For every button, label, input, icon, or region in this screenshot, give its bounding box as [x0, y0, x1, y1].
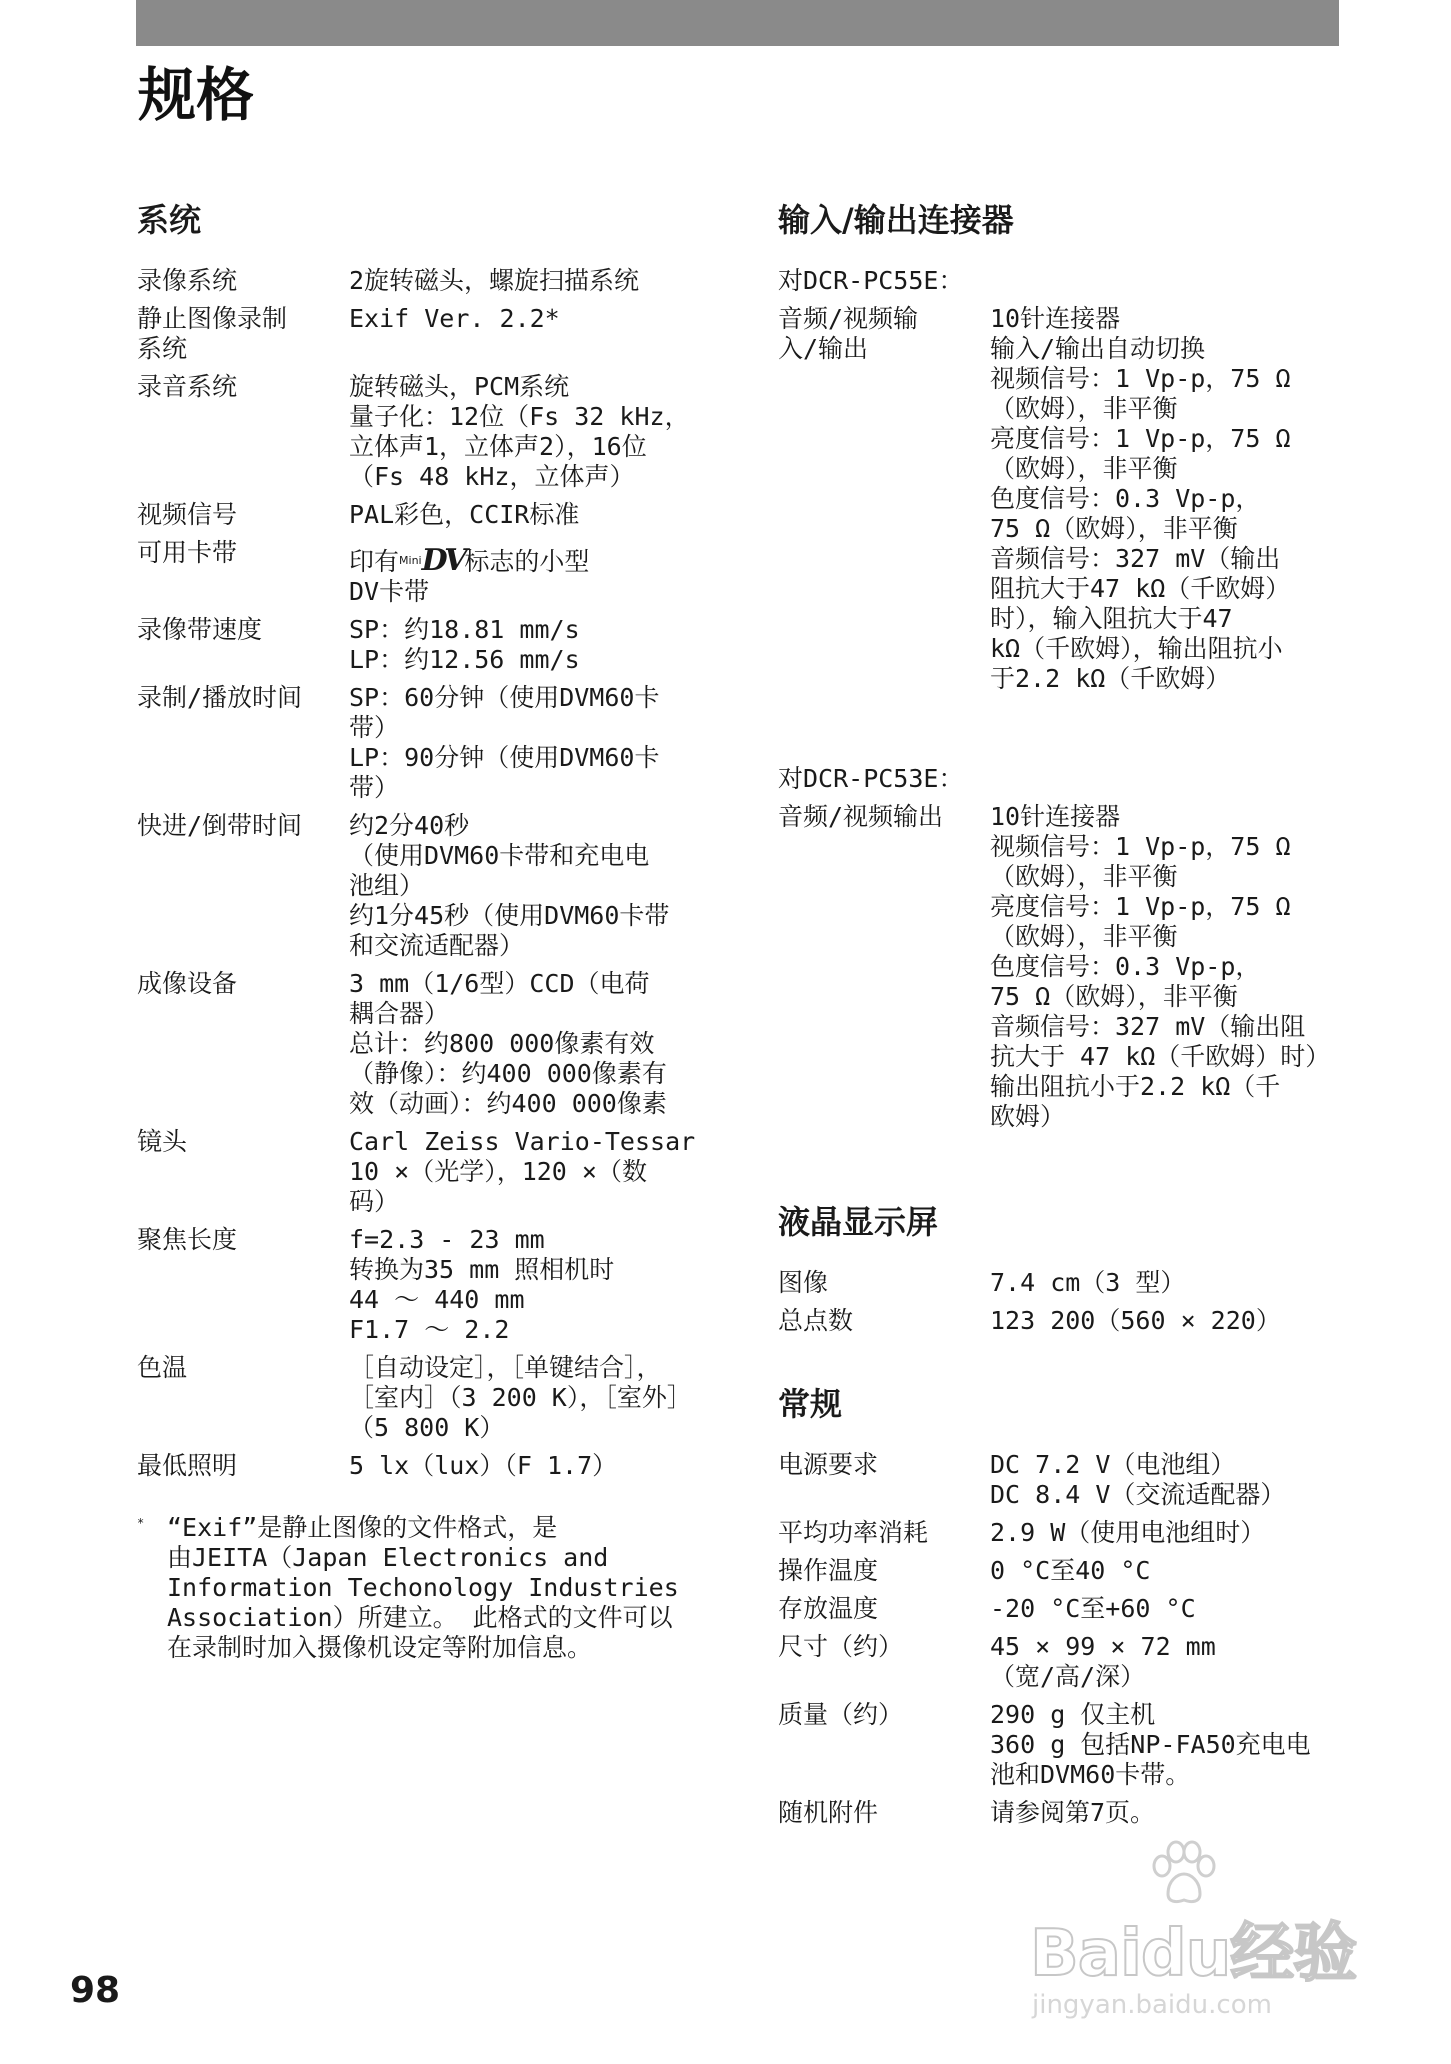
spec-value: SP：60分钟（使用DVM60卡 带） LP：90分钟（使用DVM60卡 带）: [349, 683, 660, 802]
spec-row: [778, 304, 1358, 694]
section-heading-lcd: 液晶显示屏: [778, 1203, 939, 1241]
spec-value: Carl Zeiss Vario-Tessar 10 ×（光学），120 ×（数 码）: [349, 1127, 696, 1216]
spec-value: 约2分40秒 （使用DVM60卡带和充电电 池组） 约1分45秒（使用DVM60卡带 和交流适配器）: [349, 811, 670, 960]
spec-value: 7.4 cm（3 型）: [990, 1268, 1186, 1297]
footnote-text: “Exif”是静止图像的文件格式，是 由JEITA（Japan Electronics and Information Techonology Industries Association）所建立。 此格式的文件可以 在录制时加入摄像机设定等附加信息。: [167, 1513, 679, 1662]
spec-value: 290 g 仅主机 360 g 包括NP-FA50充电电 池和DVM60卡带。: [990, 1700, 1311, 1789]
spec-label: 可用卡带: [137, 538, 238, 567]
spec-row: [137, 811, 717, 961]
spec-label: 色温: [137, 1353, 188, 1382]
spec-row: [137, 266, 717, 296]
spec-value: Exif Ver. 2.2*: [349, 304, 560, 333]
page-title: 规格: [138, 61, 255, 129]
spec-row: [778, 802, 1358, 1132]
spec-value: PAL彩色，CCIR标准: [349, 500, 580, 529]
spec-value: 旋转磁头，PCM系统 量子化：12位（Fs 32 kHz， 立体声1，立体声2），16位 （Fs 48 kHz，立体声）: [349, 372, 690, 491]
spec-label: 图像: [778, 1268, 829, 1297]
spec-row: [137, 538, 717, 607]
spec-label: 镜头: [137, 1127, 188, 1156]
spec-label: 静止图像录制 系统: [137, 304, 288, 363]
spacer: [778, 1140, 1358, 1202]
section-heading-io: 输入/输出连接器: [778, 201, 1014, 239]
spec-label: 音频/视频输 入/输出: [778, 304, 919, 363]
spec-label: 质量（约）: [778, 1700, 904, 1729]
spec-value: 请参阅第7页。: [990, 1798, 1156, 1827]
spec-label: 总点数: [778, 1306, 854, 1335]
spec-row: [137, 615, 717, 675]
spec-value: -20 °C至+60 °C: [990, 1594, 1196, 1623]
spacer: [778, 1344, 1358, 1384]
spec-value: 45 × 99 × 72 mm （宽/高/深）: [990, 1632, 1216, 1691]
watermark-url: jingyan.baidu.com: [1032, 1990, 1272, 2020]
spec-label: 录音系统: [137, 372, 238, 401]
footnote: [137, 1513, 717, 1663]
spec-row: [778, 1268, 1358, 1298]
spec-row: [137, 969, 717, 1119]
spec-value: 10针连接器 输入/输出自动切换 视频信号：1 Vp-p，75 Ω （欧姆），非平衡 亮度信号：1 Vp-p，75 Ω （欧姆），非平衡 色度信号：0.3 Vp-p， 75 Ω（欧姆），非平衡 音频信号：327 mV（输出 阻抗大于47 kΩ（千欧姆） 时），输入阻抗大于47 kΩ（千欧姆），输出阻抗小 于2.2 kΩ（千欧姆）: [990, 304, 1291, 693]
value-suffix: 标志的小型 DV卡带: [349, 547, 590, 606]
spec-label: 录像系统: [137, 266, 238, 295]
spec-label: 操作温度: [778, 1556, 879, 1585]
paw-icon: [1148, 1840, 1218, 1906]
spec-label: 录制/播放时间: [137, 683, 303, 712]
footnote-mark: *: [137, 1516, 145, 1530]
spec-row: [137, 1127, 717, 1217]
mini-dv-logo-icon: [399, 543, 465, 578]
spec-value: 2.9 W（使用电池组时）: [990, 1518, 1266, 1547]
spec-row: [137, 683, 717, 803]
spec-row: [778, 1306, 1358, 1336]
spec-label: 随机附件: [778, 1798, 879, 1827]
baidu-watermark: [1030, 1840, 1370, 2040]
spec-value: 2旋转磁头，螺旋扫描系统: [349, 266, 640, 295]
spec-row: [778, 1594, 1358, 1624]
section-heading-general: 常规: [778, 1385, 843, 1423]
spec-label: 平均功率消耗: [778, 1518, 929, 1547]
spec-value: 5 lx（lux）（F 1.7）: [349, 1451, 618, 1480]
spec-row: [778, 1518, 1358, 1548]
watermark-brand: Baidu经验: [1030, 1917, 1357, 1991]
spec-row: [778, 1798, 1358, 1828]
spec-row: [137, 304, 717, 364]
model-note-pc53e: 对DCR-PC53E：: [778, 764, 964, 793]
spec-value: ［自动设定］，［单键结合］， ［室内］（3 200 K），［室外］ （5 800 K）: [349, 1353, 692, 1442]
spec-label: 聚焦长度: [137, 1225, 238, 1254]
page-number: 98: [70, 1970, 121, 2011]
spec-row: [137, 1451, 717, 1481]
spec-row: [137, 1225, 717, 1345]
spec-row: [778, 1632, 1358, 1692]
spec-label: 快进/倒带时间: [137, 811, 303, 840]
spec-value: DC 7.2 V（电池组） DC 8.4 V（交流适配器）: [990, 1450, 1286, 1509]
left-column: [137, 200, 717, 1663]
spec-value: SP：约18.81 mm/s LP：约12.56 mm/s: [349, 615, 580, 674]
spec-row: [137, 1353, 717, 1443]
spec-label: 存放温度: [778, 1594, 879, 1623]
spec-row: [137, 500, 717, 530]
spacer: [778, 702, 1358, 764]
spec-row: [778, 1556, 1358, 1586]
spec-label: 视频信号: [137, 500, 238, 529]
spec-label: 电源要求: [778, 1450, 879, 1479]
spec-row: [778, 1450, 1358, 1510]
spec-value: [349, 538, 717, 607]
spec-row: [778, 1700, 1358, 1790]
spec-row: [137, 372, 717, 492]
spec-value: f=2.3 - 23 mm 转换为35 mm 照相机时 44 ～ 440 mm F1.7 ～ 2.2: [349, 1225, 615, 1344]
spec-label: 录像带速度: [137, 615, 263, 644]
spec-value: 123 200（560 × 220）: [990, 1306, 1281, 1335]
spec-label: 尺寸（约）: [778, 1632, 904, 1661]
spec-label: 最低照明: [137, 1451, 238, 1480]
spec-label: 音频/视频输出: [778, 802, 944, 831]
value-prefix: 印有: [349, 547, 400, 576]
section-heading-system: 系统: [137, 201, 202, 239]
spec-value: 3 mm（1/6型）CCD（电荷 耦合器） 总计：约800 000像素有效 （静像）：约400 000像素有 效（动画）：约400 000像素: [349, 969, 667, 1118]
mini-dv-logo-small: Mini: [399, 554, 422, 567]
right-column: [778, 200, 1358, 1836]
spec-value: 0 °C至40 °C: [990, 1556, 1151, 1585]
spec-label: 成像设备: [137, 969, 238, 998]
header-bar: [136, 0, 1339, 46]
mini-dv-logo-mark: DV: [421, 543, 465, 578]
spec-value: 10针连接器 视频信号：1 Vp-p，75 Ω （欧姆），非平衡 亮度信号：1 Vp-p，75 Ω （欧姆），非平衡 色度信号：0.3 Vp-p， 75 Ω（欧姆），非平衡 音频信号：327 mV（输出阻 抗大于 47 kΩ（千欧姆）时） 输出阻抗小于2.2 kΩ（千 欧姆）: [990, 802, 1331, 1131]
model-note-pc55e: 对DCR-PC55E：: [778, 266, 964, 295]
